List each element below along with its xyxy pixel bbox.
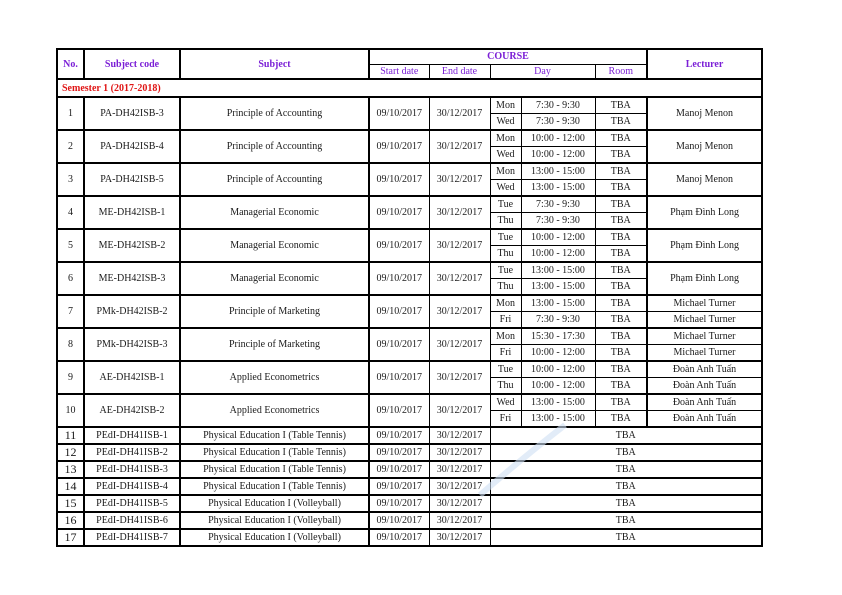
subject-name: Principle of Accounting xyxy=(180,130,369,163)
session-time: 10:00 - 12:00 xyxy=(521,361,595,378)
session-day: Mon xyxy=(490,163,521,180)
session-room: TBA xyxy=(595,147,647,164)
start-date: 09/10/2017 xyxy=(369,295,429,328)
end-date: 30/12/2017 xyxy=(429,163,490,196)
lecturer: Đoàn Anh Tuấn xyxy=(647,394,762,411)
room-tba: TBA xyxy=(490,529,762,546)
end-date: 30/12/2017 xyxy=(429,427,490,444)
session-room: TBA xyxy=(595,394,647,411)
session-time: 10:00 - 12:00 xyxy=(521,246,595,263)
row-no: 17 xyxy=(57,529,84,546)
room-tba: TBA xyxy=(490,427,762,444)
header-subject: Subject xyxy=(180,49,369,79)
table-row xyxy=(57,427,762,444)
lecturer: Phạm Đình Long xyxy=(647,262,762,295)
session-day: Tue xyxy=(490,262,521,279)
start-date: 09/10/2017 xyxy=(369,229,429,262)
end-date: 30/12/2017 xyxy=(429,130,490,163)
session-day: Tue xyxy=(490,196,521,213)
end-date: 30/12/2017 xyxy=(429,97,490,130)
start-date: 09/10/2017 xyxy=(369,328,429,361)
subject-code: PEdI-DH41ISB-1 xyxy=(84,427,180,444)
start-date: 09/10/2017 xyxy=(369,495,429,512)
subject-name: Principle of Accounting xyxy=(180,97,369,130)
subject-code: PMk-DH42ISB-3 xyxy=(84,328,180,361)
table-row xyxy=(57,262,762,279)
subject-code: ME-DH42ISB-3 xyxy=(84,262,180,295)
semester-label: Semester 1 (2017-2018) xyxy=(57,79,762,97)
subject-name: Managerial Economic xyxy=(180,229,369,262)
session-day: Thu xyxy=(490,378,521,395)
start-date: 09/10/2017 xyxy=(369,512,429,529)
end-date: 30/12/2017 xyxy=(429,495,490,512)
session-day: Fri xyxy=(490,312,521,329)
end-date: 30/12/2017 xyxy=(429,361,490,394)
session-day: Wed xyxy=(490,394,521,411)
subject-code: PEdI-DH41ISB-7 xyxy=(84,529,180,546)
lecturer: Đoàn Anh Tuấn xyxy=(647,361,762,378)
end-date: 30/12/2017 xyxy=(429,328,490,361)
start-date: 09/10/2017 xyxy=(369,444,429,461)
start-date: 09/10/2017 xyxy=(369,427,429,444)
session-time: 13:00 - 15:00 xyxy=(521,180,595,197)
header-lecturer: Lecturer xyxy=(647,49,762,79)
lecturer: Manoj Menon xyxy=(647,97,762,130)
header-subject-code: Subject code xyxy=(84,49,180,79)
session-time: 13:00 - 15:00 xyxy=(521,262,595,279)
lecturer: Manoj Menon xyxy=(647,163,762,196)
row-no: 4 xyxy=(57,196,84,229)
end-date: 30/12/2017 xyxy=(429,461,490,478)
session-day: Fri xyxy=(490,345,521,362)
start-date: 09/10/2017 xyxy=(369,478,429,495)
row-no: 3 xyxy=(57,163,84,196)
session-day: Mon xyxy=(490,328,521,345)
session-room: TBA xyxy=(595,279,647,296)
table-row xyxy=(57,529,762,546)
subject-code: PEdI-DH41ISB-3 xyxy=(84,461,180,478)
header-day: Day xyxy=(490,64,595,79)
session-room: TBA xyxy=(595,229,647,246)
subject-name: Managerial Economic xyxy=(180,262,369,295)
row-no: 1 xyxy=(57,97,84,130)
end-date: 30/12/2017 xyxy=(429,262,490,295)
row-no: 9 xyxy=(57,361,84,394)
subject-name: Physical Education I (Table Tennis) xyxy=(180,461,369,478)
session-time: 13:00 - 15:00 xyxy=(521,279,595,296)
session-time: 10:00 - 12:00 xyxy=(521,130,595,147)
start-date: 09/10/2017 xyxy=(369,163,429,196)
table-row xyxy=(57,495,762,512)
lecturer: Michael Turner xyxy=(647,328,762,345)
end-date: 30/12/2017 xyxy=(429,478,490,495)
start-date: 09/10/2017 xyxy=(369,262,429,295)
session-time: 15:30 - 17:30 xyxy=(521,328,595,345)
table-row xyxy=(57,394,762,411)
table-row xyxy=(57,512,762,529)
session-room: TBA xyxy=(595,378,647,395)
room-tba: TBA xyxy=(490,478,762,495)
session-day: Mon xyxy=(490,97,521,114)
start-date: 09/10/2017 xyxy=(369,97,429,130)
table-row xyxy=(57,97,762,114)
header-course: COURSE xyxy=(369,49,647,64)
session-day: Thu xyxy=(490,246,521,263)
session-day: Thu xyxy=(490,279,521,296)
session-room: TBA xyxy=(595,246,647,263)
session-time: 10:00 - 12:00 xyxy=(521,229,595,246)
start-date: 09/10/2017 xyxy=(369,394,429,427)
session-room: TBA xyxy=(595,312,647,329)
start-date: 09/10/2017 xyxy=(369,529,429,546)
lecturer: Đoàn Anh Tuấn xyxy=(647,378,762,395)
room-tba: TBA xyxy=(490,512,762,529)
row-no: 14 xyxy=(57,478,84,495)
row-no: 11 xyxy=(57,427,84,444)
end-date: 30/12/2017 xyxy=(429,444,490,461)
row-no: 5 xyxy=(57,229,84,262)
subject-code: AE-DH42ISB-2 xyxy=(84,394,180,427)
session-time: 13:00 - 15:00 xyxy=(521,394,595,411)
session-day: Tue xyxy=(490,229,521,246)
end-date: 30/12/2017 xyxy=(429,529,490,546)
row-no: 16 xyxy=(57,512,84,529)
start-date: 09/10/2017 xyxy=(369,196,429,229)
session-time: 13:00 - 15:00 xyxy=(521,295,595,312)
session-day: Tue xyxy=(490,361,521,378)
end-date: 30/12/2017 xyxy=(429,196,490,229)
session-time: 10:00 - 12:00 xyxy=(521,378,595,395)
end-date: 30/12/2017 xyxy=(429,295,490,328)
lecturer: Michael Turner xyxy=(647,295,762,312)
session-room: TBA xyxy=(595,163,647,180)
session-room: TBA xyxy=(595,262,647,279)
subject-code: PEdI-DH41ISB-6 xyxy=(84,512,180,529)
subject-code: PA-DH42ISB-3 xyxy=(84,97,180,130)
session-room: TBA xyxy=(595,196,647,213)
subject-name: Applied Econometrics xyxy=(180,361,369,394)
row-no: 13 xyxy=(57,461,84,478)
session-room: TBA xyxy=(595,97,647,114)
lecturer: Đoàn Anh Tuấn xyxy=(647,411,762,428)
subject-code: PEdI-DH41ISB-4 xyxy=(84,478,180,495)
session-time: 7:30 - 9:30 xyxy=(521,196,595,213)
row-no: 15 xyxy=(57,495,84,512)
subject-name: Principle of Marketing xyxy=(180,295,369,328)
session-time: 7:30 - 9:30 xyxy=(521,97,595,114)
session-day: Mon xyxy=(490,295,521,312)
start-date: 09/10/2017 xyxy=(369,361,429,394)
table-row xyxy=(57,229,762,246)
session-day: Thu xyxy=(490,213,521,230)
session-room: TBA xyxy=(595,114,647,131)
lecturer: Michael Turner xyxy=(647,345,762,362)
session-room: TBA xyxy=(595,345,647,362)
subject-name: Physical Education I (Volleyball) xyxy=(180,495,369,512)
table-row xyxy=(57,196,762,213)
session-time: 13:00 - 15:00 xyxy=(521,411,595,428)
session-day: Wed xyxy=(490,114,521,131)
session-room: TBA xyxy=(595,411,647,428)
subject-name: Physical Education I (Table Tennis) xyxy=(180,427,369,444)
subject-code: PMk-DH42ISB-2 xyxy=(84,295,180,328)
session-day: Wed xyxy=(490,180,521,197)
table-row xyxy=(57,130,762,147)
session-room: TBA xyxy=(595,180,647,197)
session-room: TBA xyxy=(595,328,647,345)
lecturer: Manoj Menon xyxy=(647,130,762,163)
subject-code: ME-DH42ISB-1 xyxy=(84,196,180,229)
session-room: TBA xyxy=(595,295,647,312)
table-row xyxy=(57,163,762,180)
session-day: Fri xyxy=(490,411,521,428)
lecturer: Michael Turner xyxy=(647,312,762,329)
subject-code: PEdI-DH41ISB-5 xyxy=(84,495,180,512)
subject-name: Applied Econometrics xyxy=(180,394,369,427)
row-no: 10 xyxy=(57,394,84,427)
table-row xyxy=(57,478,762,495)
subject-name: Physical Education I (Volleyball) xyxy=(180,529,369,546)
room-tba: TBA xyxy=(490,444,762,461)
session-room: TBA xyxy=(595,130,647,147)
subject-name: Managerial Economic xyxy=(180,196,369,229)
table-row xyxy=(57,444,762,461)
end-date: 30/12/2017 xyxy=(429,512,490,529)
end-date: 30/12/2017 xyxy=(429,229,490,262)
table-row xyxy=(57,361,762,378)
course-schedule-table xyxy=(56,48,763,547)
row-no: 6 xyxy=(57,262,84,295)
row-no: 7 xyxy=(57,295,84,328)
session-time: 10:00 - 12:00 xyxy=(521,147,595,164)
start-date: 09/10/2017 xyxy=(369,130,429,163)
subject-code: ME-DH42ISB-2 xyxy=(84,229,180,262)
row-no: 12 xyxy=(57,444,84,461)
header-room: Room xyxy=(595,64,647,79)
subject-name: Principle of Marketing xyxy=(180,328,369,361)
room-tba: TBA xyxy=(490,495,762,512)
subject-name: Principle of Accounting xyxy=(180,163,369,196)
subject-name: Physical Education I (Volleyball) xyxy=(180,512,369,529)
subject-code: PA-DH42ISB-5 xyxy=(84,163,180,196)
subject-code: AE-DH42ISB-1 xyxy=(84,361,180,394)
session-time: 10:00 - 12:00 xyxy=(521,345,595,362)
room-tba: TBA xyxy=(490,461,762,478)
row-no: 2 xyxy=(57,130,84,163)
session-day: Wed xyxy=(490,147,521,164)
start-date: 09/10/2017 xyxy=(369,461,429,478)
lecturer: Phạm Đình Long xyxy=(647,196,762,229)
row-no: 8 xyxy=(57,328,84,361)
subject-name: Physical Education I (Table Tennis) xyxy=(180,444,369,461)
lecturer: Phạm Đình Long xyxy=(647,229,762,262)
header-no: No. xyxy=(57,49,84,79)
table-row xyxy=(57,328,762,345)
table-row xyxy=(57,461,762,478)
session-time: 7:30 - 9:30 xyxy=(521,312,595,329)
session-room: TBA xyxy=(595,213,647,230)
header-end-date: End date xyxy=(429,64,490,79)
session-time: 7:30 - 9:30 xyxy=(521,114,595,131)
subject-code: PEdI-DH41ISB-2 xyxy=(84,444,180,461)
session-room: TBA xyxy=(595,361,647,378)
session-time: 13:00 - 15:00 xyxy=(521,163,595,180)
header-start-date: Start date xyxy=(369,64,429,79)
end-date: 30/12/2017 xyxy=(429,394,490,427)
subject-name: Physical Education I (Table Tennis) xyxy=(180,478,369,495)
table-row xyxy=(57,295,762,312)
session-day: Mon xyxy=(490,130,521,147)
subject-code: PA-DH42ISB-4 xyxy=(84,130,180,163)
session-time: 7:30 - 9:30 xyxy=(521,213,595,230)
